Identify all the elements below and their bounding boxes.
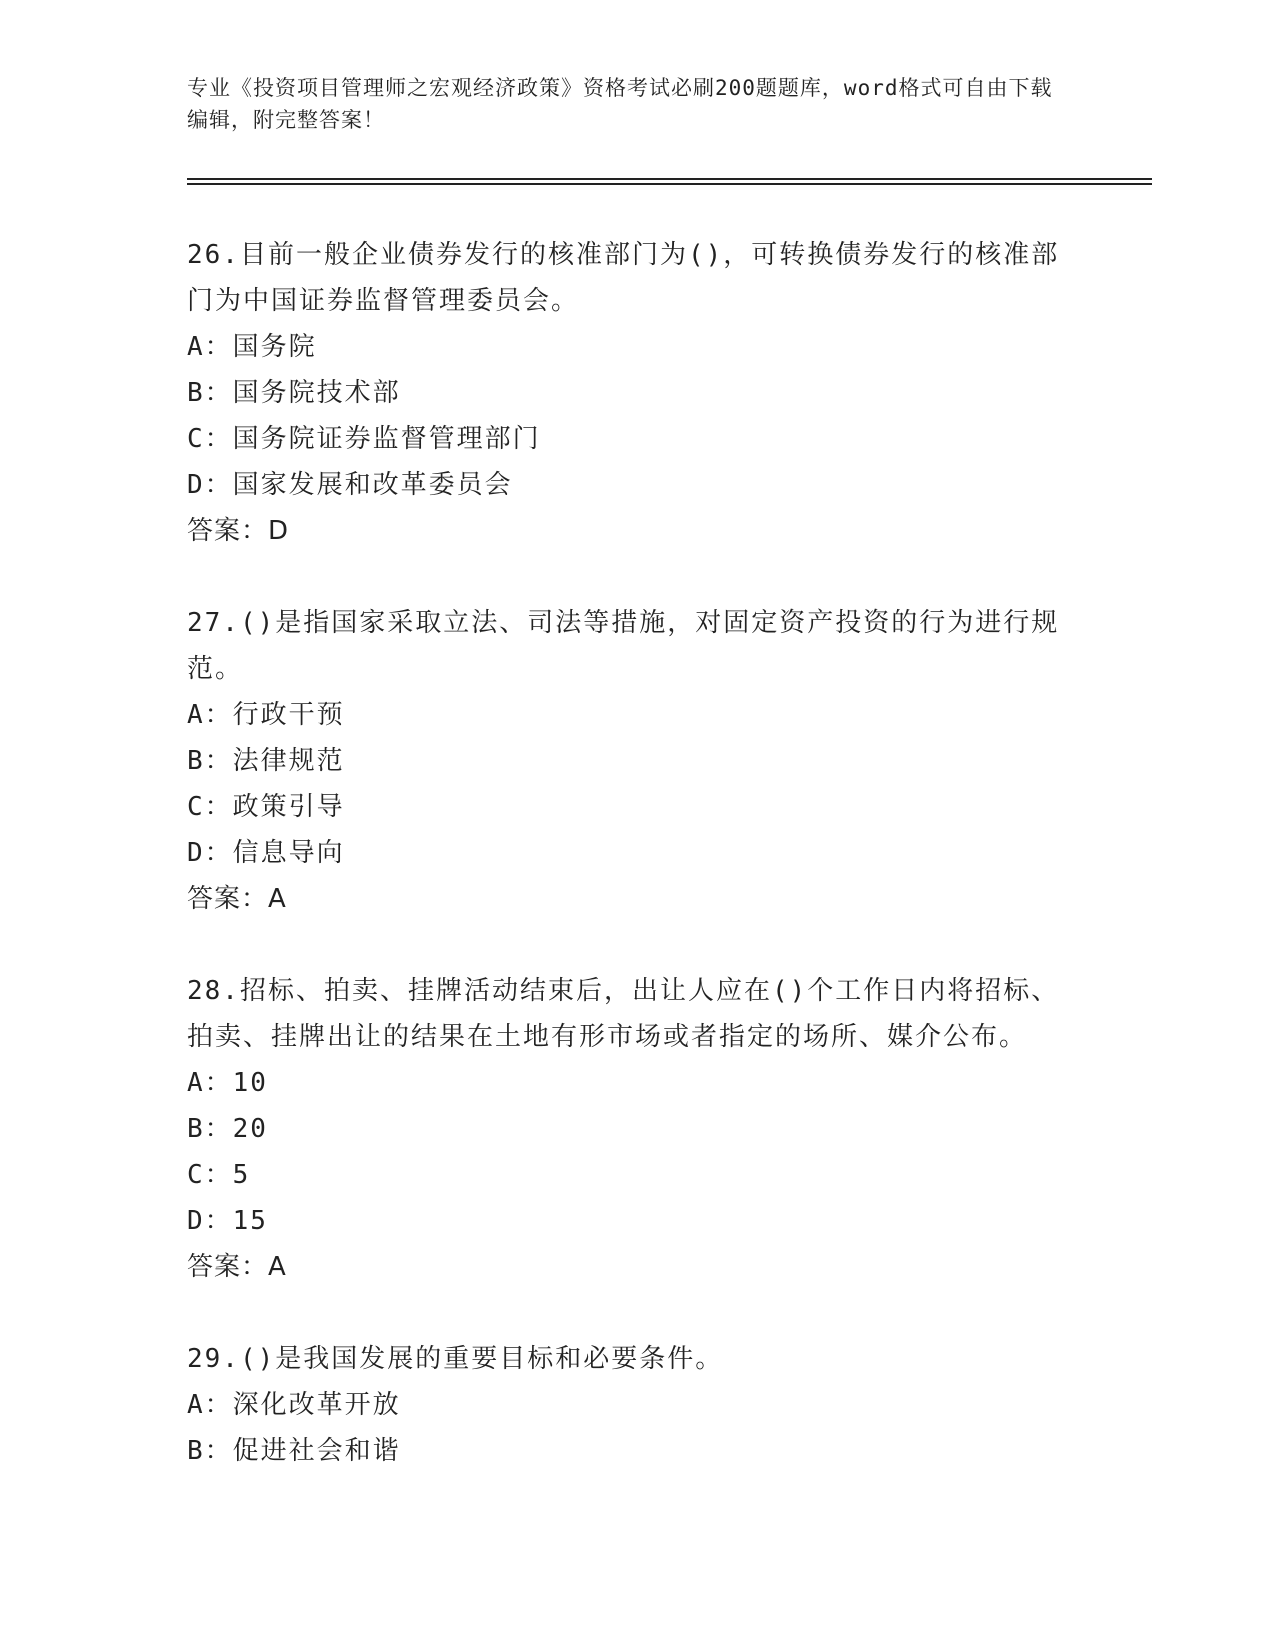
document-header: 专业《投资项目管理师之宏观经济政策》资格考试必刷200题题库，word格式可自由下载编辑，附完整答案！ (187, 76, 1053, 132)
question-29 (187, 1336, 1087, 1474)
answer-line: 答案：A (187, 884, 287, 914)
answer-line: 答案：A (187, 1252, 287, 1282)
option-b: B：国务院技术部 (187, 378, 401, 408)
option-d: D：15 (187, 1206, 268, 1236)
option-b: B：20 (187, 1114, 268, 1144)
option-d: D：信息导向 (187, 838, 345, 868)
option-c: C：政策引导 (187, 792, 345, 822)
question-26 (187, 232, 1087, 554)
question-stem: 27.()是指国家采取立法、司法等措施，对固定资产投资的行为进行规范。 (187, 608, 1060, 684)
option-a: A：深化改革开放 (187, 1390, 401, 1420)
answer-line: 答案：D (187, 516, 290, 546)
header-divider-bottom (187, 183, 1152, 185)
question-list (187, 232, 1087, 1520)
question-27 (187, 600, 1087, 922)
option-a: A：国务院 (187, 332, 317, 362)
question-stem: 28.招标、拍卖、挂牌活动结束后，出让人应在()个工作日内将招标、拍卖、挂牌出让的结果在土地有形市场或者指定的场所、媒介公布。 (187, 976, 1060, 1052)
option-b: B：促进社会和谐 (187, 1436, 401, 1466)
header-divider-top (187, 178, 1152, 180)
option-c: C：5 (187, 1160, 251, 1190)
question-stem: 29.()是我国发展的重要目标和必要条件。 (187, 1344, 724, 1374)
question-28 (187, 968, 1087, 1290)
question-stem: 26.目前一般企业债券发行的核准部门为()，可转换债券发行的核准部门为中国证券监督管理委员会。 (187, 240, 1060, 316)
option-a: A：10 (187, 1068, 268, 1098)
option-c: C：国务院证券监督管理部门 (187, 424, 541, 454)
option-d: D：国家发展和改革委员会 (187, 470, 513, 500)
option-a: A：行政干预 (187, 700, 345, 730)
option-b: B：法律规范 (187, 746, 345, 776)
